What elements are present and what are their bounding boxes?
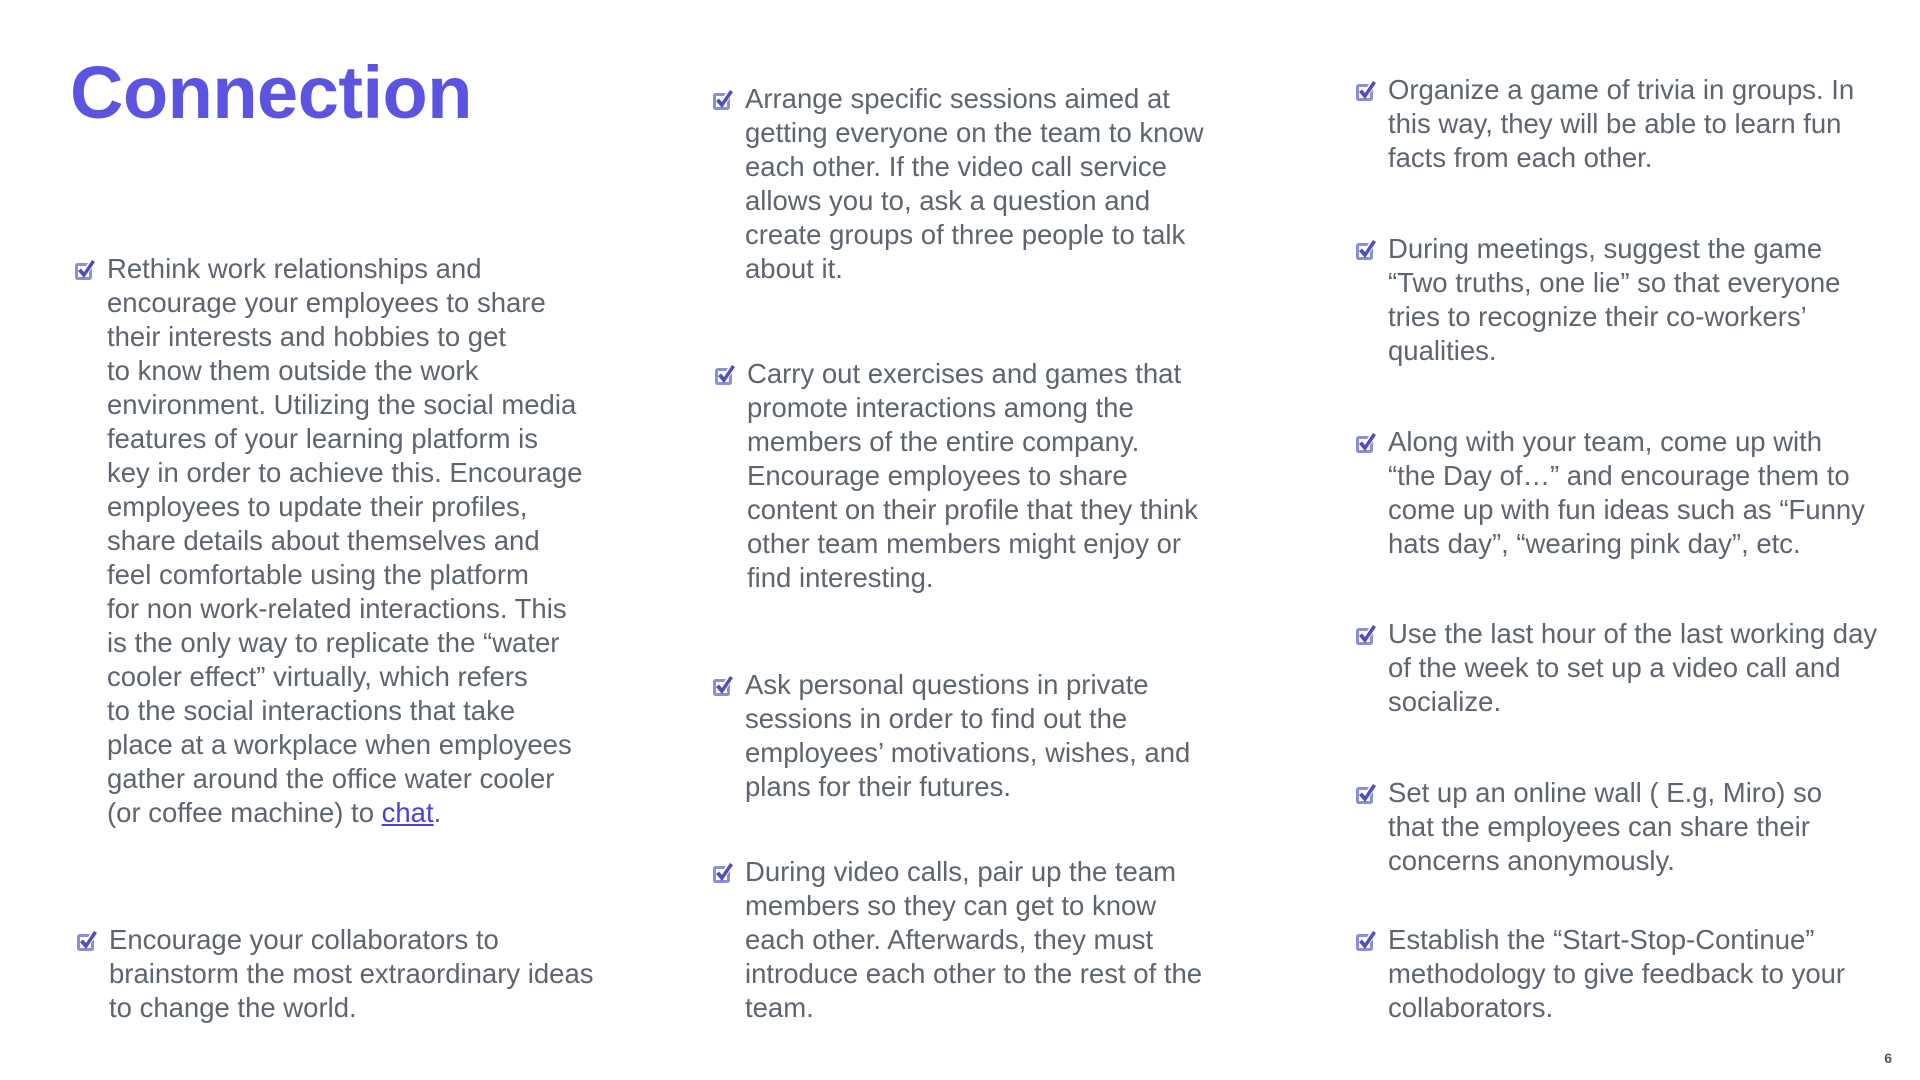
tip-item <box>107 252 627 830</box>
tip-text: Set up an online wall ( E.g, Miro) so that the employees can share their concerns anonymously. <box>1388 777 1823 876</box>
tip-text: Rethink work relationships and encourage your employees to share their interests and hobbies to get to know them outside the work environment. Utilizing the social media features of your learning platform is key in order to achieve this. Encourage employees to update their profiles, share details about themselves and feel comfortable using the platform for non work-related interactions. This is the only way to replicate the “water cooler effect” virtually, which refers to the social interactions that take place at a workplace when employees gather around the office water cooler (or coffee machine) to <box>107 253 583 828</box>
tip-item <box>1388 776 1908 878</box>
checkbox-check-icon <box>1352 781 1378 807</box>
tip-text: Use the last hour of the last working day of the week to set up a video call and socialize. <box>1388 618 1878 717</box>
tip-text: Along with your team, come up with “the Day of…” and encourage them to come up with fun ideas such as “Funny hats day”, “wearing pink day”, etc. <box>1388 426 1865 559</box>
tip-item <box>1388 232 1908 368</box>
tip-text: Encourage your collaborators to brainstorm the most extraordinary ideas to change the world. <box>109 924 594 1023</box>
tip-item <box>109 923 669 1025</box>
tip-item <box>1388 73 1908 175</box>
checkbox-check-icon <box>709 87 735 113</box>
tip-item <box>745 668 1265 804</box>
page-number: 6 <box>1884 1050 1892 1066</box>
tip-text: Arrange specific sessions aimed at getting everyone on the team to know each other. If the video call service allows you to, ask a question and create groups of three people to talk about it. <box>745 83 1204 284</box>
checkbox-check-icon <box>71 257 97 283</box>
tip-text: During video calls, pair up the team members so they can get to know each other. Afterwards, they must introduce each other to the rest of the team. <box>745 856 1203 1023</box>
chat-link[interactable]: chat <box>381 797 434 828</box>
tip-item <box>745 855 1265 1025</box>
tip-item <box>1388 923 1908 1025</box>
tip-text: Establish the “Start-Stop-Continue” methodology to give feedback to your collaborators. <box>1388 924 1846 1023</box>
checkbox-check-icon <box>1352 237 1378 263</box>
tip-item <box>1388 425 1908 561</box>
checkbox-check-icon <box>1352 430 1378 456</box>
tip-text: Carry out exercises and games that promote interactions among the members of the entire company. Encourage employees to share content on their profile that they think other team members might enjoy or find interesting. <box>747 358 1198 593</box>
checkbox-check-icon <box>1352 78 1378 104</box>
page-title: Connection <box>70 51 472 134</box>
tip-item <box>745 82 1265 286</box>
tip-text-suffix: . <box>433 797 442 828</box>
tip-text: During meetings, suggest the game “Two truths, one lie” so that everyone tries to recognize their co-workers’ qualities. <box>1388 233 1841 366</box>
tip-text: Organize a game of trivia in groups. In this way, they will be able to learn fun facts from each other. <box>1388 74 1855 173</box>
checkbox-check-icon <box>73 928 99 954</box>
checkbox-check-icon <box>709 673 735 699</box>
checkbox-check-icon <box>709 860 735 886</box>
checkbox-check-icon <box>1352 622 1378 648</box>
checkbox-check-icon <box>711 362 737 388</box>
tip-text: Ask personal questions in private sessions in order to find out the employees’ motivations, wishes, and plans for their futures. <box>745 669 1191 802</box>
tip-item <box>1388 617 1908 719</box>
tip-item <box>747 357 1267 595</box>
checkbox-check-icon <box>1352 928 1378 954</box>
